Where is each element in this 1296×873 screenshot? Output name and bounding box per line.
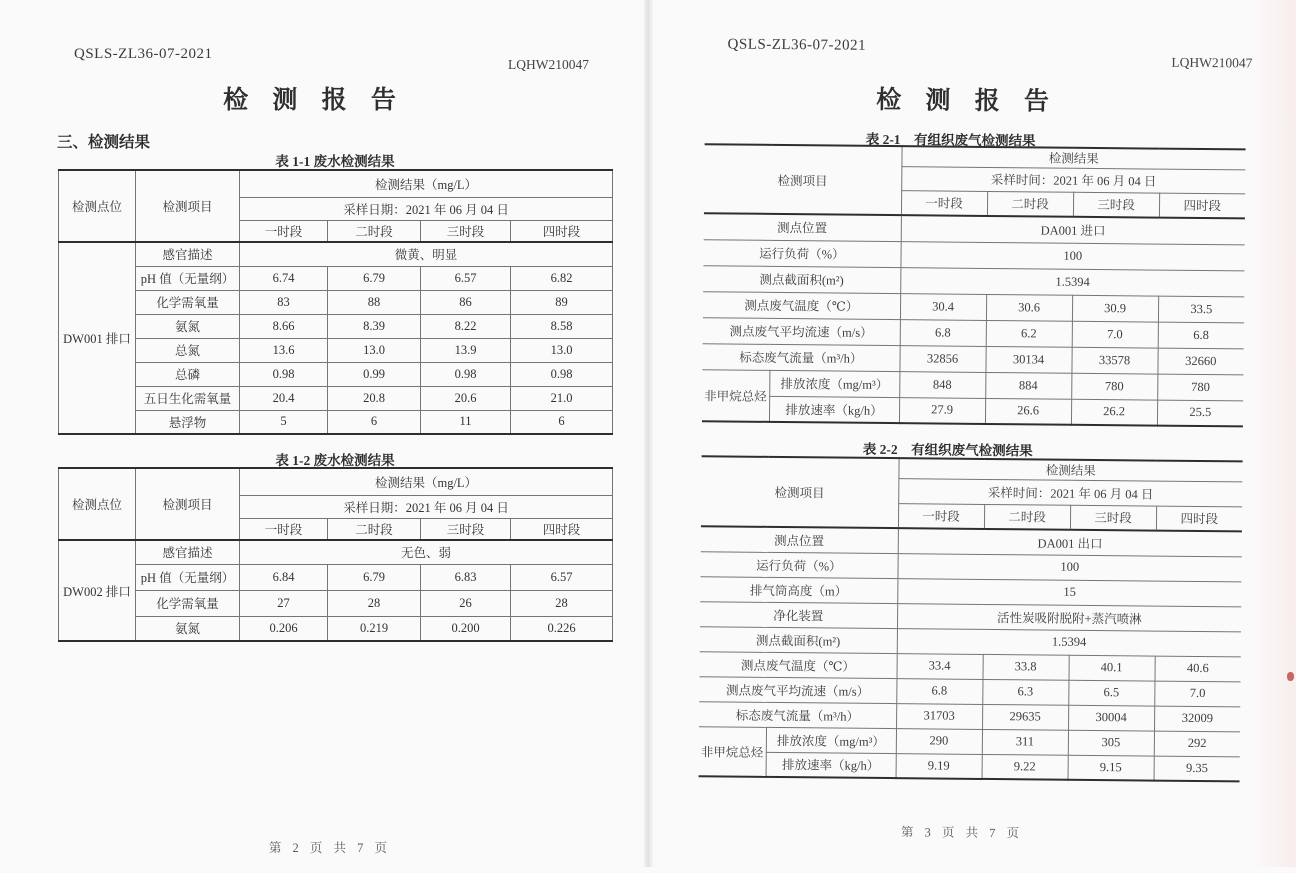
doc-code: QSLS-ZL36-07-2021: [74, 46, 213, 62]
table-cell: 检测项目: [136, 170, 240, 242]
table-cell: 排放浓度（mg/m³）: [766, 727, 896, 753]
page-title: 检 测 报 告: [223, 87, 405, 114]
table-cell: 9.19: [896, 753, 982, 779]
table-cell: 6.74: [240, 266, 328, 290]
scan-edge-tint: [1254, 0, 1296, 867]
table-1-2-container: [58, 467, 613, 642]
table-cell: 20.4: [240, 386, 328, 410]
table-cell: 非甲烷总烃: [699, 726, 766, 777]
table-cell: 采样日期：2021 年 06 月 04 日: [240, 197, 613, 220]
table-cell: 100: [897, 553, 1241, 581]
table-cell: 9.15: [1068, 755, 1154, 781]
table-cell: 6.8: [1158, 322, 1244, 349]
table-cell: 9.22: [982, 754, 1068, 780]
table-cell: 6.79: [328, 564, 421, 590]
table-cell: 32660: [1157, 348, 1243, 375]
table-cell: pH 值（无量纲）: [136, 564, 240, 590]
table-cell: 6.84: [240, 564, 328, 590]
table-cell: 运行负荷（%）: [703, 239, 900, 267]
table-cell: 三时段: [421, 518, 511, 540]
table-cell: 测点位置: [704, 213, 901, 241]
table-cell: 11: [421, 410, 511, 434]
table-cell: 总氮: [136, 338, 240, 362]
table-cell: 6.57: [511, 564, 613, 590]
table-cell: 6: [511, 410, 613, 434]
table-cell: 一时段: [898, 503, 984, 529]
table-cell: 四时段: [1156, 506, 1242, 532]
table-cell: 30.6: [986, 294, 1072, 321]
table-cell: 五日生化需氧量: [136, 386, 240, 410]
table-cell: 总磷: [136, 362, 240, 386]
table-cell: 7.0: [1154, 681, 1240, 707]
table-2-1-caption: 表 2-1 有组织废气检测结果: [865, 131, 1036, 149]
table-cell: 6: [328, 410, 421, 434]
table-cell: 292: [1154, 731, 1240, 757]
table-cell: 排气筒高度（m）: [700, 576, 897, 603]
table-cell: 无色、弱: [240, 540, 613, 564]
table-cell: 6.57: [421, 266, 511, 290]
table-cell: 848: [899, 371, 985, 398]
table-cell: 化学需氧量: [136, 290, 240, 314]
table-cell: DW002 排口: [59, 540, 136, 641]
table-cell: 28: [511, 590, 613, 616]
table-cell: 活性炭吸附脱附+蒸汽喷淋: [897, 603, 1241, 631]
table-cell: 40.1: [1069, 655, 1155, 681]
table-cell: 27: [240, 590, 328, 616]
report-number: LQHW210047: [508, 57, 589, 72]
table-cell: 311: [982, 729, 1068, 755]
table-cell: 15: [897, 578, 1241, 606]
table-cell: 0.99: [328, 362, 421, 386]
table-cell: 0.98: [511, 362, 613, 386]
table-cell: 氨氮: [136, 616, 240, 641]
table-cell: 采样时间：2021 年 06 月 04 日: [898, 478, 1242, 506]
wastewater-table-1-2: [58, 467, 613, 642]
table-2-1-container: [702, 143, 1246, 427]
table-cell: 非甲烷总烃: [702, 369, 769, 422]
table-cell: 6.2: [986, 320, 1072, 347]
table-cell: DW001 排口: [59, 242, 136, 434]
report-number: LQHW210047: [1171, 54, 1253, 71]
table-cell: 一时段: [240, 220, 328, 242]
table-cell: 30004: [1068, 705, 1154, 731]
doc-code: QSLS-ZL36-07-2021: [727, 36, 867, 54]
table-cell: 884: [985, 372, 1071, 399]
table-cell: 13.9: [421, 338, 511, 362]
table-cell: 1.5394: [897, 628, 1241, 656]
table-cell: 30.4: [900, 293, 986, 320]
table-cell: 测点截面积(m²): [703, 265, 900, 293]
table-cell: 29635: [982, 704, 1068, 730]
table-cell: 6.82: [511, 266, 613, 290]
table-cell: 二时段: [984, 504, 1070, 530]
table-cell: 89: [511, 290, 613, 314]
table-cell: 0.98: [421, 362, 511, 386]
table-cell: 排放浓度（mg/m³）: [769, 370, 899, 397]
table-cell: 0.226: [511, 616, 613, 641]
table-cell: 30.9: [1072, 295, 1158, 322]
table-cell: 采样日期：2021 年 06 月 04 日: [240, 495, 613, 518]
table-cell: 四时段: [511, 518, 613, 540]
table-cell: 三时段: [1070, 505, 1156, 531]
red-ink-speck: [1287, 672, 1294, 681]
table-cell: 6.8: [900, 319, 986, 346]
table-cell: 测点废气温度（℃）: [703, 291, 900, 319]
table-cell: 四时段: [511, 220, 613, 242]
table-1-2-caption: 表 1-2 废水检测结果: [275, 453, 395, 468]
table-cell: 检测结果: [898, 458, 1242, 481]
organized-exhaust-table-2-1: [702, 143, 1246, 427]
table-cell: 检测点位: [59, 170, 136, 242]
table-cell: 6.3: [982, 679, 1068, 705]
table-cell: 5: [240, 410, 328, 434]
table-cell: 测点位置: [701, 526, 898, 553]
table-cell: 31703: [896, 703, 982, 729]
table-cell: 27.9: [899, 397, 985, 424]
table-cell: 感官描述: [136, 540, 240, 564]
table-cell: DA001 进口: [901, 215, 1245, 244]
table-cell: 一时段: [901, 190, 987, 216]
table-cell: 100: [900, 241, 1244, 270]
table-cell: DA001 出口: [898, 528, 1242, 556]
table-cell: 8.22: [421, 314, 511, 338]
table-cell: 检测项目: [704, 144, 902, 215]
table-cell: 四时段: [1159, 193, 1245, 219]
table-cell: 305: [1068, 730, 1154, 756]
page-title: 检 测 报 告: [876, 86, 1059, 116]
table-cell: 6.5: [1068, 680, 1154, 706]
table-cell: 20.8: [328, 386, 421, 410]
table-cell: 排放速率（kg/h）: [766, 752, 896, 778]
page-gutter-shadow: [644, 0, 653, 867]
table-cell: 8.66: [240, 314, 328, 338]
table-cell: 26: [421, 590, 511, 616]
table-cell: 测点废气平均流速（m/s）: [699, 676, 896, 703]
table-cell: 26.6: [985, 398, 1071, 425]
table-cell: 检测项目: [136, 468, 240, 540]
table-cell: 二时段: [328, 518, 421, 540]
table-cell: 检测结果（mg/L）: [240, 468, 613, 495]
table-cell: 33578: [1071, 347, 1157, 374]
table-cell: 40.6: [1155, 656, 1241, 682]
report-page-3: [642, 0, 1296, 873]
table-cell: 化学需氧量: [136, 590, 240, 616]
table-2-2-caption: 表 2-2 有组织废气检测结果: [862, 441, 1033, 459]
page-3-footer: 第 3 页 共 7 页: [900, 825, 1024, 841]
table-cell: 6.8: [896, 678, 982, 704]
table-cell: 排放速率（kg/h）: [769, 396, 899, 423]
table-cell: 微黄、明显: [240, 242, 613, 266]
table-cell: 0.206: [240, 616, 328, 641]
wastewater-table-1-1: [58, 169, 613, 435]
table-cell: 86: [421, 290, 511, 314]
table-cell: 32009: [1154, 706, 1240, 732]
table-cell: 二时段: [328, 220, 421, 242]
table-cell: 标态废气流量（m³/h）: [702, 343, 899, 371]
table-cell: 感官描述: [136, 242, 240, 266]
table-cell: 1.5394: [900, 267, 1244, 296]
table-cell: pH 值（无量纲）: [136, 266, 240, 290]
table-cell: 780: [1071, 373, 1157, 400]
table-cell: 83: [240, 290, 328, 314]
table-cell: 二时段: [987, 191, 1073, 217]
table-cell: 9.35: [1154, 756, 1240, 782]
table-cell: 32856: [899, 345, 985, 372]
table-cell: 6.79: [328, 266, 421, 290]
table-cell: 13.6: [240, 338, 328, 362]
table-cell: 6.83: [421, 564, 511, 590]
table-cell: 290: [896, 728, 982, 754]
table-cell: 20.6: [421, 386, 511, 410]
table-cell: 三时段: [1073, 192, 1159, 218]
table-cell: 8.58: [511, 314, 613, 338]
table-1-1-container: [58, 169, 613, 435]
table-cell: 检测结果（mg/L）: [240, 170, 613, 197]
table-cell: 测点截面积(m²): [700, 626, 897, 653]
table-cell: 运行负荷（%）: [700, 551, 897, 578]
table-cell: 采样时间：2021 年 06 月 04 日: [901, 166, 1245, 193]
report-page-2: [0, 0, 648, 867]
table-2-2-container: [699, 455, 1243, 782]
table-cell: 悬浮物: [136, 410, 240, 434]
table-cell: 测点废气平均流速（m/s）: [703, 317, 900, 345]
page-2-footer: 第 2 页 共 7 页: [268, 841, 392, 855]
table-cell: 13.0: [328, 338, 421, 362]
table-cell: 氨氮: [136, 314, 240, 338]
table-1-1-caption: 表 1-1 废水检测结果: [275, 154, 395, 169]
section-heading: 三、检测结果: [57, 134, 151, 151]
table-cell: 26.2: [1071, 399, 1157, 426]
table-cell: 7.0: [1072, 321, 1158, 348]
table-cell: 28: [328, 590, 421, 616]
table-cell: 标态废气流量（m³/h）: [699, 701, 896, 728]
table-cell: 33.5: [1158, 296, 1244, 323]
table-cell: 8.39: [328, 314, 421, 338]
table-cell: 780: [1157, 374, 1243, 401]
table-cell: 净化装置: [700, 601, 897, 628]
organized-exhaust-table-2-2: [699, 455, 1243, 782]
table-cell: 0.200: [421, 616, 511, 641]
table-cell: 25.5: [1157, 400, 1243, 427]
table-cell: 检测结果: [901, 146, 1245, 169]
table-cell: 33.4: [897, 653, 983, 679]
table-cell: 测点废气温度（℃）: [700, 651, 897, 678]
table-cell: 三时段: [421, 220, 511, 242]
table-cell: 0.219: [328, 616, 421, 641]
table-cell: 13.0: [511, 338, 613, 362]
table-cell: 一时段: [240, 518, 328, 540]
table-cell: 88: [328, 290, 421, 314]
table-cell: 33.8: [983, 654, 1069, 680]
table-cell: 0.98: [240, 362, 328, 386]
table-cell: 21.0: [511, 386, 613, 410]
table-cell: 30134: [985, 346, 1071, 373]
table-cell: 检测点位: [59, 468, 136, 540]
table-cell: 检测项目: [701, 456, 899, 528]
